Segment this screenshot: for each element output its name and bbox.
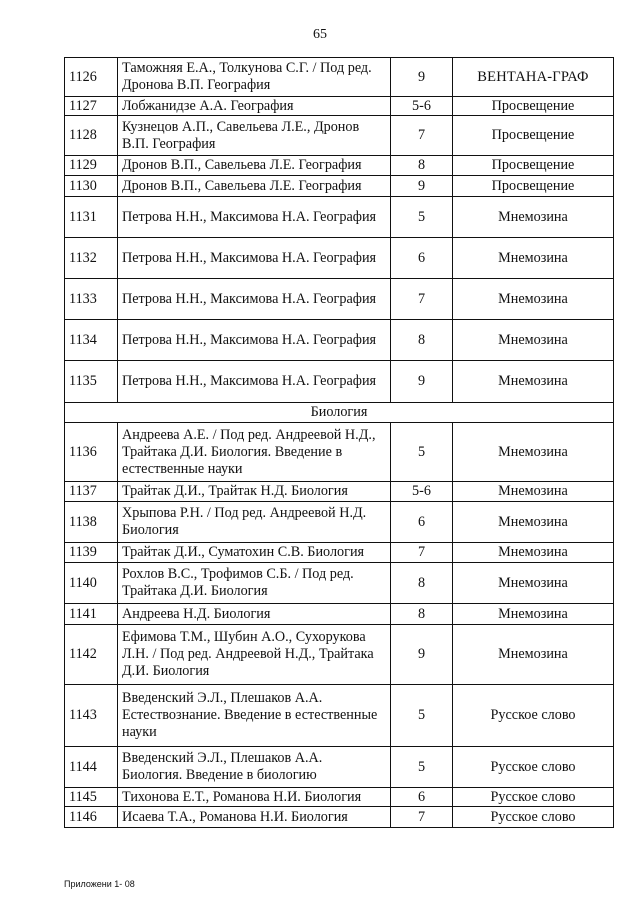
row-number-cell: 1131 [65, 197, 118, 238]
page-number: 65 [313, 27, 327, 42]
grade-cell: 9 [391, 361, 453, 403]
authors-title-cell: Андреева А.Е. / Под ред. Андреевой Н.Д., Трайтака Д.И. Биология. Введение в естественные науки [118, 423, 391, 482]
grade-cell: 7 [391, 116, 453, 156]
publisher-cell: Мнемозина [453, 543, 614, 563]
publisher-cell: Мнемозина [453, 361, 614, 403]
grade-cell: 6 [391, 788, 453, 807]
table-row [65, 176, 614, 197]
row-number-cell: 1143 [65, 685, 118, 747]
grade-cell: 8 [391, 156, 453, 176]
publisher-cell: Мнемозина [453, 482, 614, 502]
publisher-cell: Просвещение [453, 116, 614, 156]
authors-title-cell: Введенский Э.Л., Плешаков А.А. Естествознание. Введение в естественные науки [118, 685, 391, 747]
grade-cell: 5 [391, 747, 453, 788]
authors-title-cell: Петрова Н.Н., Максимова Н.А. География [118, 320, 391, 361]
row-number-cell: 1134 [65, 320, 118, 361]
row-number-cell: 1127 [65, 97, 118, 116]
publisher-cell: Мнемозина [453, 625, 614, 685]
row-number-cell: 1132 [65, 238, 118, 279]
grade-cell: 9 [391, 176, 453, 197]
row-number-cell: 1142 [65, 625, 118, 685]
table-row [65, 788, 614, 807]
publisher-cell: Мнемозина [453, 197, 614, 238]
row-number-cell: 1135 [65, 361, 118, 403]
grade-cell: 6 [391, 502, 453, 543]
grade-cell: 9 [391, 625, 453, 685]
grade-cell: 8 [391, 563, 453, 604]
grade-cell: 6 [391, 238, 453, 279]
table-row [65, 97, 614, 116]
publisher-cell: Мнемозина [453, 502, 614, 543]
footer-note: Приложени 1- 08 [64, 879, 135, 889]
section-heading: Биология [65, 403, 614, 423]
grade-cell: 9 [391, 58, 453, 97]
table-body [65, 58, 614, 828]
row-number-cell: 1129 [65, 156, 118, 176]
row-number-cell: 1141 [65, 604, 118, 625]
authors-title-cell: Петрова Н.Н., Максимова Н.А. География [118, 361, 391, 403]
publisher-cell: Русское слово [453, 788, 614, 807]
table-row [65, 238, 614, 279]
publisher-cell: Мнемозина [453, 604, 614, 625]
table-row [65, 197, 614, 238]
publisher-cell: ВЕНТАНА-ГРАФ [453, 58, 614, 97]
grade-cell: 8 [391, 604, 453, 625]
publisher-cell: Просвещение [453, 156, 614, 176]
table-row [65, 625, 614, 685]
row-number-cell: 1138 [65, 502, 118, 543]
authors-title-cell: Трайтак Д.И., Суматохин С.В. Биология [118, 543, 391, 563]
grade-cell: 5 [391, 423, 453, 482]
publisher-cell: Русское слово [453, 685, 614, 747]
textbook-list-table [64, 57, 614, 828]
publisher-cell: Мнемозина [453, 320, 614, 361]
table-row [65, 320, 614, 361]
grade-cell: 5 [391, 685, 453, 747]
grade-cell: 5-6 [391, 97, 453, 116]
row-number-cell: 1139 [65, 543, 118, 563]
authors-title-cell: Рохлов В.С., Трофимов С.Б. / Под ред. Трайтака Д.И. Биология [118, 563, 391, 604]
publisher-cell: Мнемозина [453, 563, 614, 604]
table-row [65, 361, 614, 403]
section-heading-row [65, 403, 614, 423]
publisher-cell: Просвещение [453, 176, 614, 197]
authors-title-cell: Дронов В.П., Савельева Л.Е. География [118, 156, 391, 176]
publisher-cell: Русское слово [453, 807, 614, 828]
authors-title-cell: Введенский Э.Л., Плешаков А.А. Биология. Введение в биологию [118, 747, 391, 788]
row-number-cell: 1133 [65, 279, 118, 320]
row-number-cell: 1146 [65, 807, 118, 828]
table-row [65, 116, 614, 156]
publisher-cell: Русское слово [453, 747, 614, 788]
authors-title-cell: Андреева Н.Д. Биология [118, 604, 391, 625]
authors-title-cell: Тихонова Е.Т., Романова Н.И. Биология [118, 788, 391, 807]
grade-cell: 7 [391, 543, 453, 563]
authors-title-cell: Петрова Н.Н., Максимова Н.А. География [118, 238, 391, 279]
authors-title-cell: Петрова Н.Н., Максимова Н.А. География [118, 279, 391, 320]
authors-title-cell: Таможняя Е.А., Толкунова С.Г. / Под ред. Дронова В.П. География [118, 58, 391, 97]
row-number-cell: 1144 [65, 747, 118, 788]
row-number-cell: 1130 [65, 176, 118, 197]
row-number-cell: 1126 [65, 58, 118, 97]
row-number-cell: 1140 [65, 563, 118, 604]
authors-title-cell: Ефимова Т.М., Шубин А.О., Сухорукова Л.Н. / Под ред. Андреевой Н.Д., Трайтака Д.И. Биология [118, 625, 391, 685]
grade-cell: 7 [391, 279, 453, 320]
table-row [65, 482, 614, 502]
table-row [65, 279, 614, 320]
table-row [65, 685, 614, 747]
authors-title-cell: Исаева Т.А., Романова Н.И. Биология [118, 807, 391, 828]
table-row [65, 58, 614, 97]
grade-cell: 5-6 [391, 482, 453, 502]
authors-title-cell: Лобжанидзе А.А. География [118, 97, 391, 116]
grade-cell: 8 [391, 320, 453, 361]
table-row [65, 747, 614, 788]
authors-title-cell: Хрыпова Р.Н. / Под ред. Андреевой Н.Д. Биология [118, 502, 391, 543]
grade-cell: 5 [391, 197, 453, 238]
table-row [65, 604, 614, 625]
row-number-cell: 1137 [65, 482, 118, 502]
authors-title-cell: Трайтак Д.И., Трайтак Н.Д. Биология [118, 482, 391, 502]
row-number-cell: 1145 [65, 788, 118, 807]
table-row [65, 156, 614, 176]
grade-cell: 7 [391, 807, 453, 828]
row-number-cell: 1128 [65, 116, 118, 156]
publisher-cell: Мнемозина [453, 279, 614, 320]
table-row [65, 563, 614, 604]
publisher-cell: Мнемозина [453, 238, 614, 279]
authors-title-cell: Кузнецов А.П., Савельева Л.Е., Дронов В.П. География [118, 116, 391, 156]
table-row [65, 543, 614, 563]
publisher-cell: Просвещение [453, 97, 614, 116]
table-row [65, 807, 614, 828]
authors-title-cell: Дронов В.П., Савельева Л.Е. География [118, 176, 391, 197]
publisher-cell: Мнемозина [453, 423, 614, 482]
authors-title-cell: Петрова Н.Н., Максимова Н.А. География [118, 197, 391, 238]
table-row [65, 423, 614, 482]
table-row [65, 502, 614, 543]
row-number-cell: 1136 [65, 423, 118, 482]
